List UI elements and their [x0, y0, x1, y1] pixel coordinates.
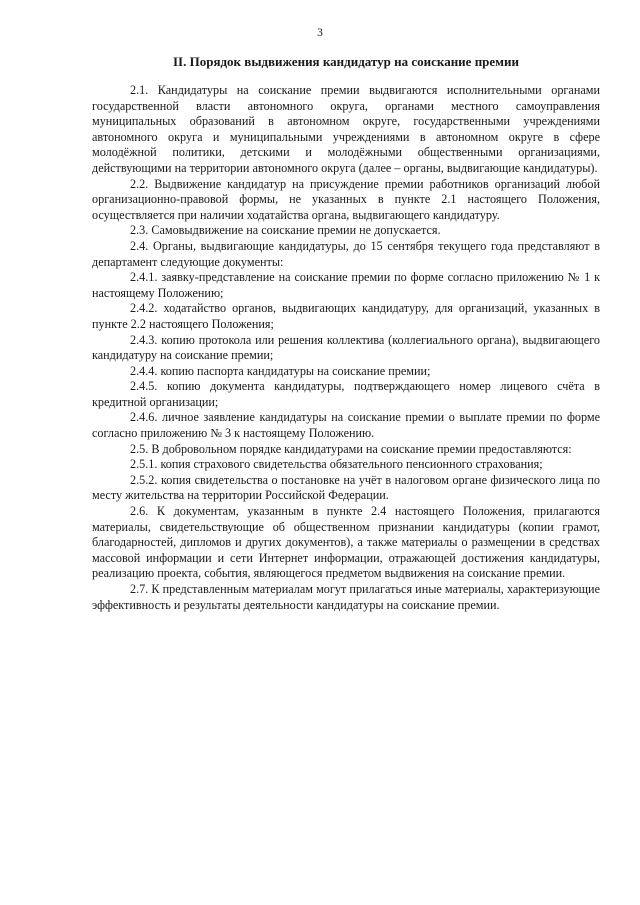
paragraph-2-1: 2.1. Кандидатуры на соискание премии выдвигаются исполнительными органами государственной власти автономного округа, органами местного самоуправления муниципальных образований в автономном округе, государственными учреждениями автономного округа и муниципальными учреждениями в автономном округе в сфере молодёжной политики, детскими и молодёжными общественными организациями, действующими на территории автономного округа (далее – органы, выдвигающие кандидатуры).	[92, 83, 600, 175]
paragraph-2-7: 2.7. К представленным материалам могут прилагаться иные материалы, характеризующие эффективность и результаты деятельности кандидатуры на соискание премии.	[92, 582, 600, 612]
document-body	[92, 83, 600, 613]
paragraph-2-2: 2.2. Выдвижение кандидатур на присуждение премии работников организаций любой организационно-правовой формы, не указанных в пункте 2.1 настоящего Положения, осуществляется при наличии ходатайства органа, выдвигающего кандидатуру.	[92, 176, 600, 222]
paragraph-2-3: 2.3. Самовыдвижение на соискание премии не допускается.	[130, 223, 441, 238]
paragraph-2-4-4: 2.4.4. копию паспорта кандидатуры на соискание премии;	[130, 363, 431, 378]
paragraph-2-4-1: 2.4.1. заявку-представление на соискание премии по форме согласно приложению № 1 к настоящему Положению;	[92, 270, 600, 300]
paragraph-2-6: 2.6. К документам, указанным в пункте 2.4 настоящего Положения, прилагаются материалы, свидетельствующие об общественном признании кандидатуры (копии грамот, благодарностей, дипломов и других документов), а также материалы о размещении в средствах массовой информации и сети Интернет информации, отражающей достижения кандидатуры, реализацию проекта, события, являющегося предметом выдвижения на соискание премии.	[92, 504, 600, 581]
paragraph-2-4-6: 2.4.6. личное заявление кандидатуры на соискание премии о выплате премии по форме согласно приложению № 3 к настоящему Положению.	[92, 410, 600, 441]
paragraph-2-5: 2.5. В добровольном порядке кандидатурами на соискание премии предоставляются:	[130, 441, 572, 456]
section-title: II. Порядок выдвижения кандидатур на соискание премии	[172, 54, 520, 69]
paragraph-2-5-2: 2.5.2. копия свидетельства о постановке на учёт в налоговом органе физического лица по месту жительства на территории Российской Федерации.	[92, 472, 600, 503]
paragraph-2-5-1: 2.5.1. копия страхового свидетельства обязательного пенсионного страхования;	[130, 457, 543, 472]
paragraph-2-4-2: 2.4.2. ходатайство органов, выдвигающих кандидатуру, для организаций, указанных в пункте 2.2 настоящего Положения;	[92, 301, 600, 331]
page-number: 3	[317, 27, 323, 39]
paragraph-2-4-3: 2.4.3. копию протокола или решения коллектива (коллегиального органа), выдвигающего кандидатуру на соискание премии;	[92, 332, 600, 363]
paragraph-2-4-5: 2.4.5. копию документа кандидатуры, подтверждающего номер лицевого счёта в кредитной организации;	[92, 379, 600, 409]
paragraph-2-4: 2.4. Органы, выдвигающие кандидатуры, до 15 сентября текущего года представляют в департамент следующие документы:	[92, 238, 600, 269]
